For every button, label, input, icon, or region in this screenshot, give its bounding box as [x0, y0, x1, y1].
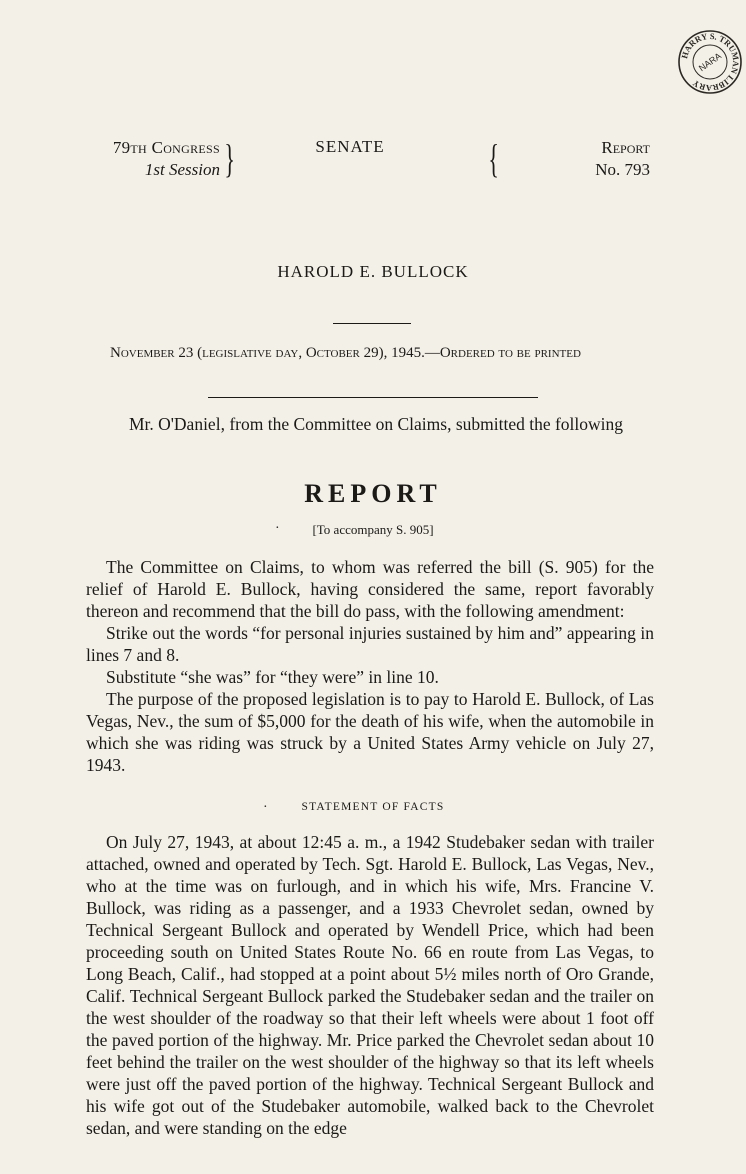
submitter-line: Mr. O'Daniel, from the Committee on Claims, submitted the following [128, 414, 624, 434]
title-rule [333, 323, 411, 324]
mark-dot: · [263, 800, 268, 815]
report-title: HAROLD E. BULLOCK [277, 262, 469, 281]
paragraph-referral: The Committee on Claims, to whom was referred the bill (S. 905) for the relief of Harold E. Bullock, having considered the same, report favorably thereon and recommend that the bill do pass, with the following amendment: [86, 557, 654, 621]
library-stamp [676, 28, 744, 96]
dateline-rule [208, 397, 538, 398]
report-number-block [555, 137, 650, 181]
paragraph-amendment-2: Substitute “she was” for “they were” in line 10. [106, 667, 439, 687]
stamp-center-text: NARA [696, 50, 724, 74]
facts-body [86, 831, 654, 1139]
session-label: 1st Session [144, 160, 220, 179]
section-heading: STATEMENT OF FACTS [301, 801, 445, 813]
left-brace: { [488, 136, 499, 181]
chamber-label: SENATE [315, 137, 385, 156]
report-header [80, 137, 650, 181]
paragraph-facts: On July 27, 1943, at about 12:45 a. m., a 1942 Studebaker sedan with trailer attached, owned and operated by Tech. Sgt. Harold E. Bullock, Las Vegas, Nev., who at the time was on furlough, and in which his wife, Mrs. Francine V. Bullock, was riding as a passenger, and a 1933 Chevrolet sedan, owned by Technical Sergeant Bullock and operated by Wendell Price, which had been proceeding south on United States Route No. 66 en route from Las Vegas, to Long Beach, Calif., had stopped at a point about 5½ miles north of Oro Grande, Calif. Technical Sergeant Bullock parked the Studebaker sedan and the trailer on the west shoulder of the roadway so that their left wheels were about 1 foot off the paved portion of the highway. Mr. Price parked the Chevrolet sedan about 10 feet behind the trailer on the west shoulder of the highway so that its left wheels were just off the paved portion of the highway. Technical Sergeant Bullock and his wife got out of the Studebaker automobile, walked back to the Chevrolet sedan, and were standing on the edge [86, 832, 654, 1138]
congress-session-block [80, 137, 220, 181]
stamp-ring-text: HARRY S. TRUMAN LIBRARY [679, 30, 742, 94]
mark-dot: · [275, 521, 280, 536]
accompany-note: [To accompany S. 905] [312, 522, 434, 537]
paragraph-purpose: The purpose of the proposed legislation is to pay to Harold E. Bullock, of Las Vegas, Nev., the sum of $5,000 for the death of his wife, when the automobile in which she was riding was struck by a United States Army vehicle on July 27, 1943. [86, 689, 654, 775]
report-heading: REPORT [304, 479, 442, 508]
paragraph-amendment-1: Strike out the words “for personal injuries sustained by him and” appearing in lines 7 and 8. [86, 623, 654, 665]
report-number: No. 793 [595, 160, 650, 179]
report-body [86, 556, 654, 776]
dateline: November 23 (legislative day, October 29), 1945.—Ordered to be printed [110, 345, 581, 361]
congress-label: 79th Congress [112, 138, 220, 157]
report-label: Report [601, 138, 650, 157]
right-brace: } [224, 136, 235, 181]
